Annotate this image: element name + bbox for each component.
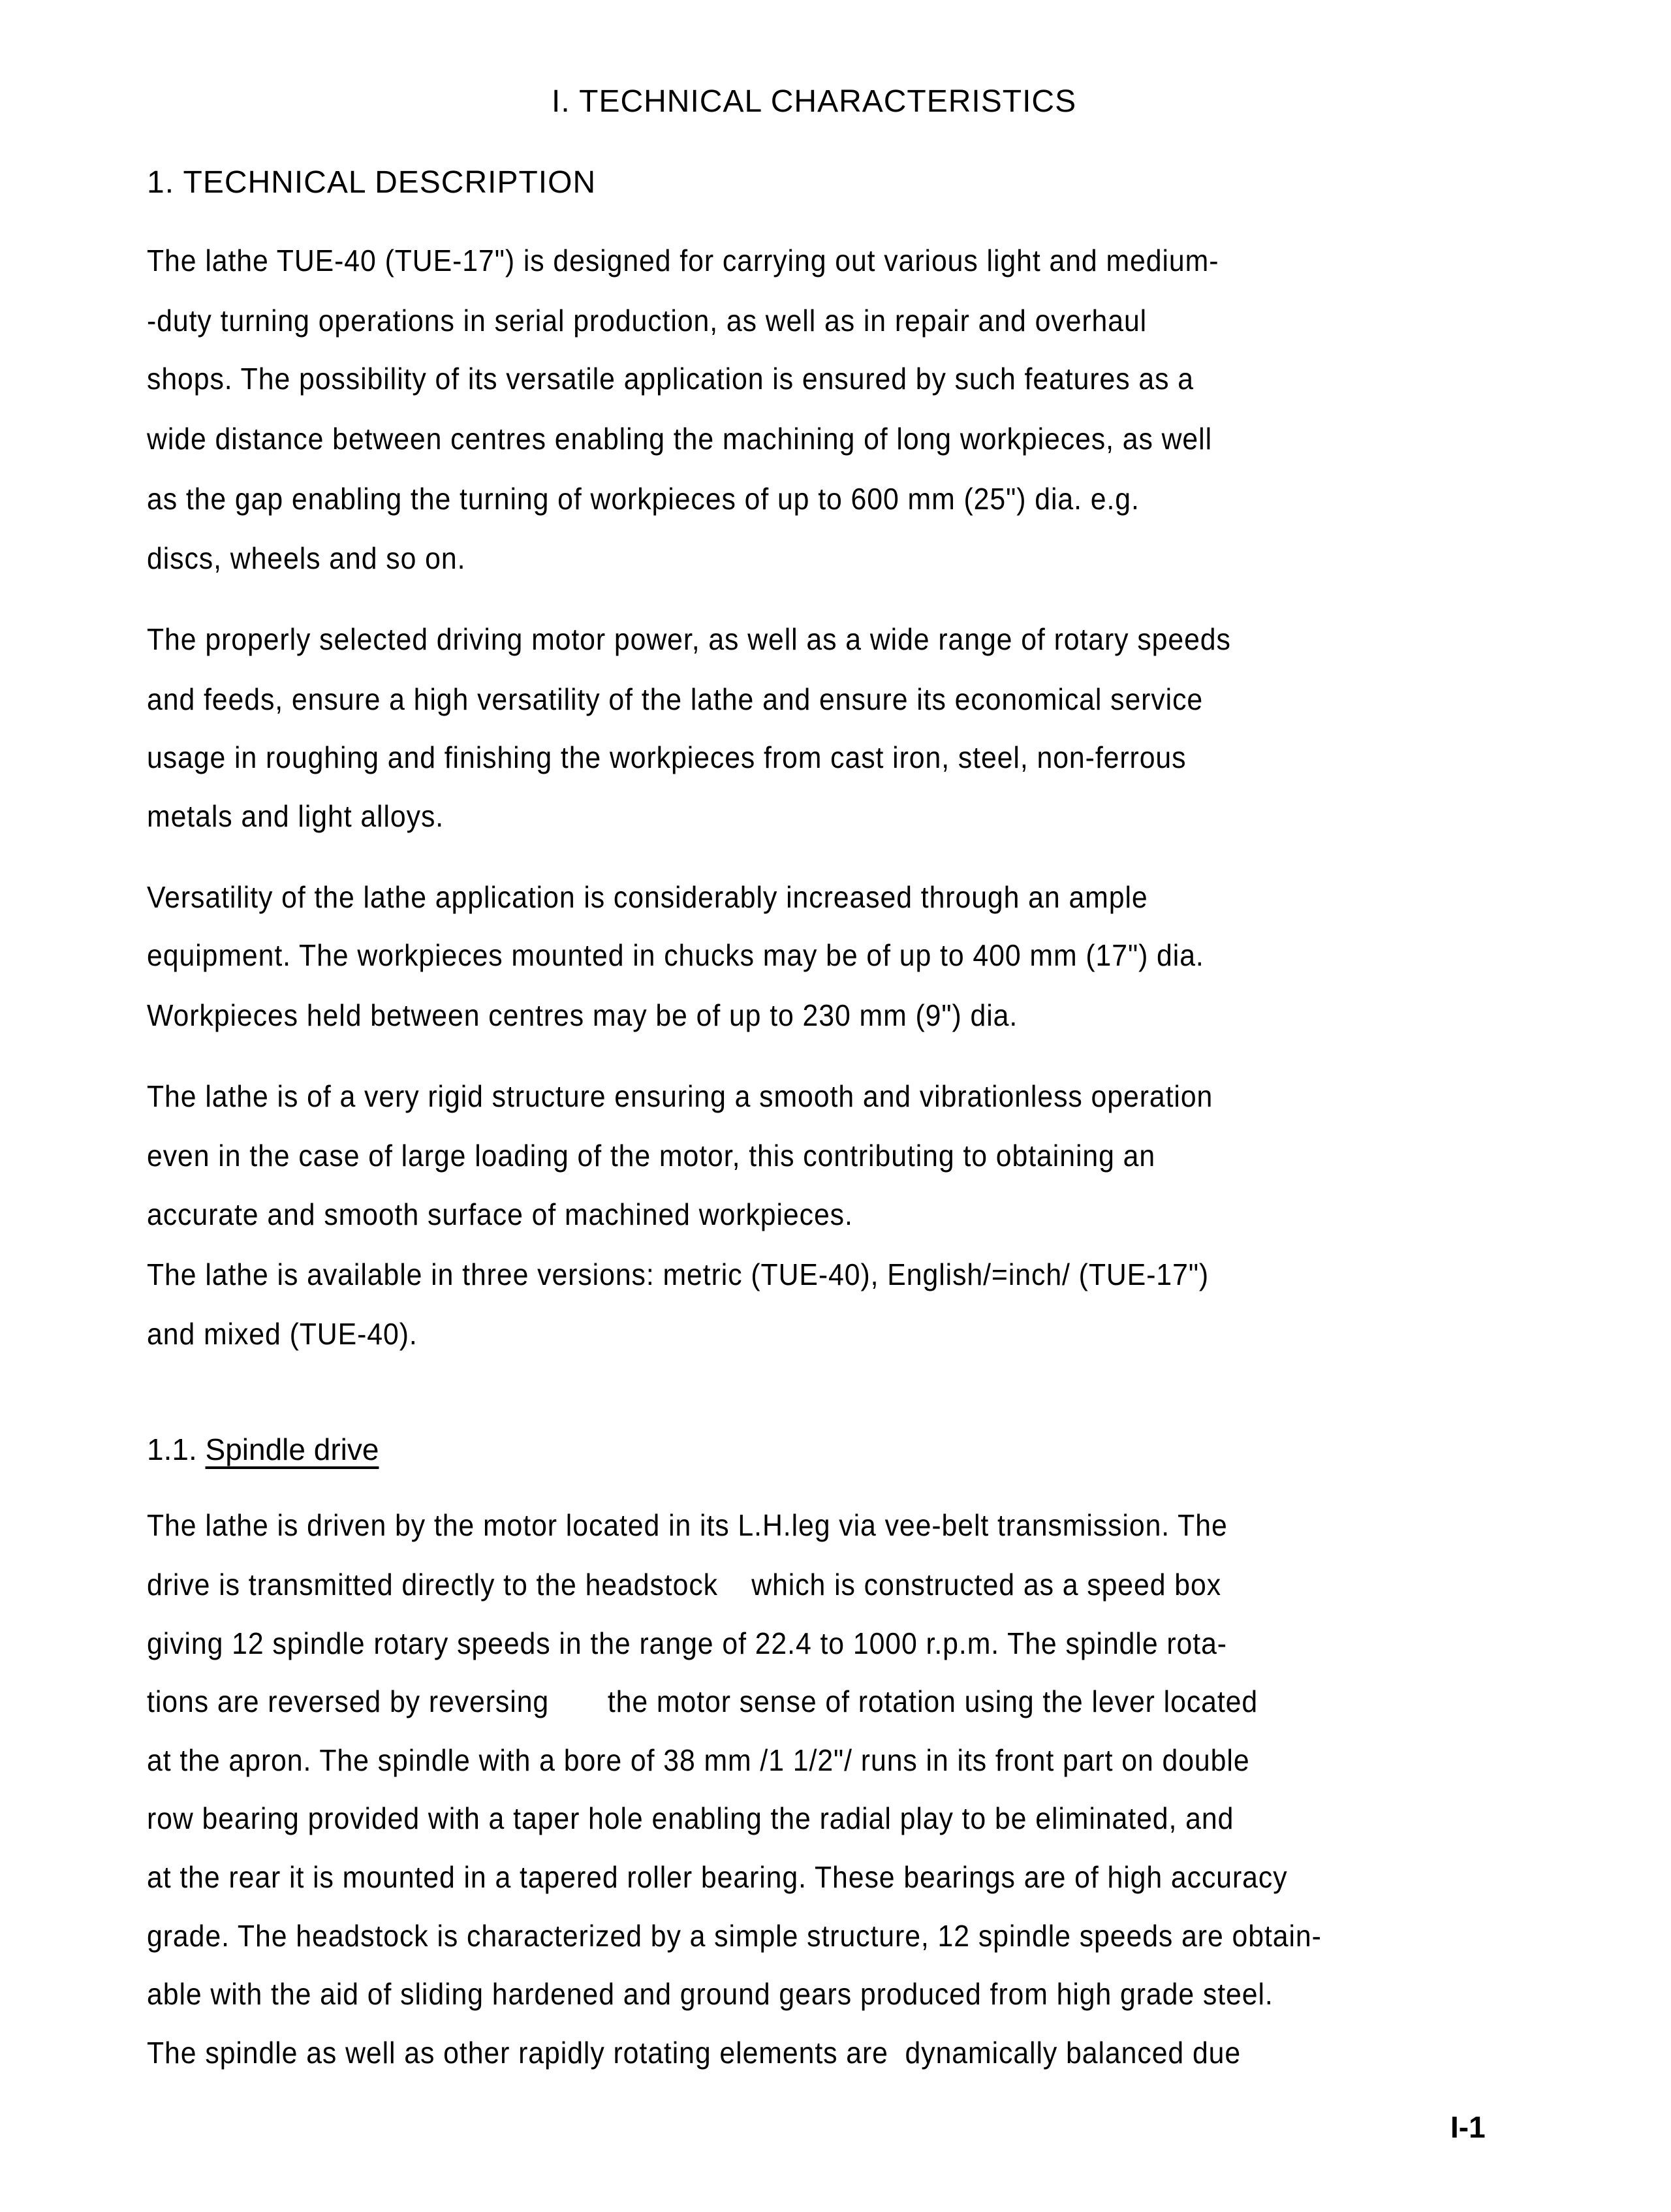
paragraph-line: and feeds, ensure a high versatility of the lathe and ensure its economical service xyxy=(147,682,1204,716)
paragraph-line: Workpieces held between centres may be of up to 230 mm (9") dia. xyxy=(147,998,1018,1032)
paragraph-line: able with the aid of sliding hardened and ground gears produced from high grade steel. xyxy=(147,1977,1273,2011)
section-number: 1. xyxy=(147,165,175,200)
subsection-number: 1.1. xyxy=(147,1432,197,1466)
paragraph-line: accurate and smooth surface of machined workpieces. xyxy=(147,1197,853,1231)
paragraph-line: grade. The headstock is characterized by a simple structure, 12 spindle speeds are obtain- xyxy=(147,1919,1322,1953)
paragraph-line: row bearing provided with a taper hole enabling the radial play to be eliminated, and xyxy=(147,1801,1234,1835)
paragraph-line: The lathe is driven by the motor located in its L.H.leg via vee-belt transmission. The xyxy=(147,1508,1228,1542)
paragraph-line: as the gap enabling the turning of workpieces of up to 600 mm (25") dia. e.g. xyxy=(147,482,1140,516)
paragraph-line: tions are reversed by reversing the motor sense of rotation using the lever located xyxy=(147,1684,1258,1718)
paragraph-line: equipment. The workpieces mounted in chucks may be of up to 400 mm (17") dia. xyxy=(147,938,1204,972)
paragraph-line: metals and light alloys. xyxy=(147,799,445,833)
paragraph-line: shops. The possibility of its versatile application is ensured by such features as a xyxy=(147,362,1194,396)
section-title: TECHNICAL DESCRIPTION xyxy=(183,165,597,200)
paragraph-line: usage in roughing and finishing the workpieces from cast iron, steel, non-ferrous xyxy=(147,740,1187,774)
paragraph-line: drive is transmitted directly to the headstock which is constructed as a speed box xyxy=(147,1568,1222,1602)
page-title: I. TECHNICAL CHARACTERISTICS xyxy=(552,84,1077,119)
paragraph-line: The properly selected driving motor power, as well as a wide range of rotary speeds xyxy=(147,622,1231,656)
paragraph-line: at the rear it is mounted in a tapered roller bearing. These bearings are of high accuracy xyxy=(147,1860,1288,1894)
section-heading xyxy=(147,163,596,202)
page-number: I-1 xyxy=(1450,2110,1486,2144)
paragraph-line: Versatility of the lathe application is considerably increased through an ample xyxy=(147,880,1148,914)
paragraph-line: The lathe TUE-40 (TUE-17") is designed for carrying out various light and medium- xyxy=(147,244,1219,277)
paragraph-line: even in the case of large loading of the motor, this contributing to obtaining an xyxy=(147,1139,1156,1173)
paragraph-line: The lathe is available in three versions: metric (TUE-40), English/=inch/ (TUE-17") xyxy=(147,1257,1210,1291)
paragraph-line: The spindle as well as other rapidly rotating elements are dynamically balanced due xyxy=(147,2036,1242,2070)
subsection-title: Spindle drive xyxy=(205,1432,379,1466)
paragraph-line: -duty turning operations in serial production, as well as in repair and overhaul xyxy=(147,304,1148,338)
paragraph-line: and mixed (TUE-40). xyxy=(147,1317,418,1351)
paragraph-line: discs, wheels and so on. xyxy=(147,541,466,575)
paragraph-line: at the apron. The spindle with a bore of 38 mm /1 1/2"/ runs in its front part on double xyxy=(147,1743,1250,1777)
paragraph-line: wide distance between centres enabling the machining of long workpieces, as well xyxy=(147,422,1213,456)
paragraph-line: The lathe is of a very rigid structure ensuring a smooth and vibrationless operation xyxy=(147,1079,1213,1113)
subsection-heading xyxy=(147,1430,379,1469)
paragraph-line: giving 12 spindle rotary speeds in the range of 22.4 to 1000 r.p.m. The spindle rota- xyxy=(147,1626,1227,1660)
